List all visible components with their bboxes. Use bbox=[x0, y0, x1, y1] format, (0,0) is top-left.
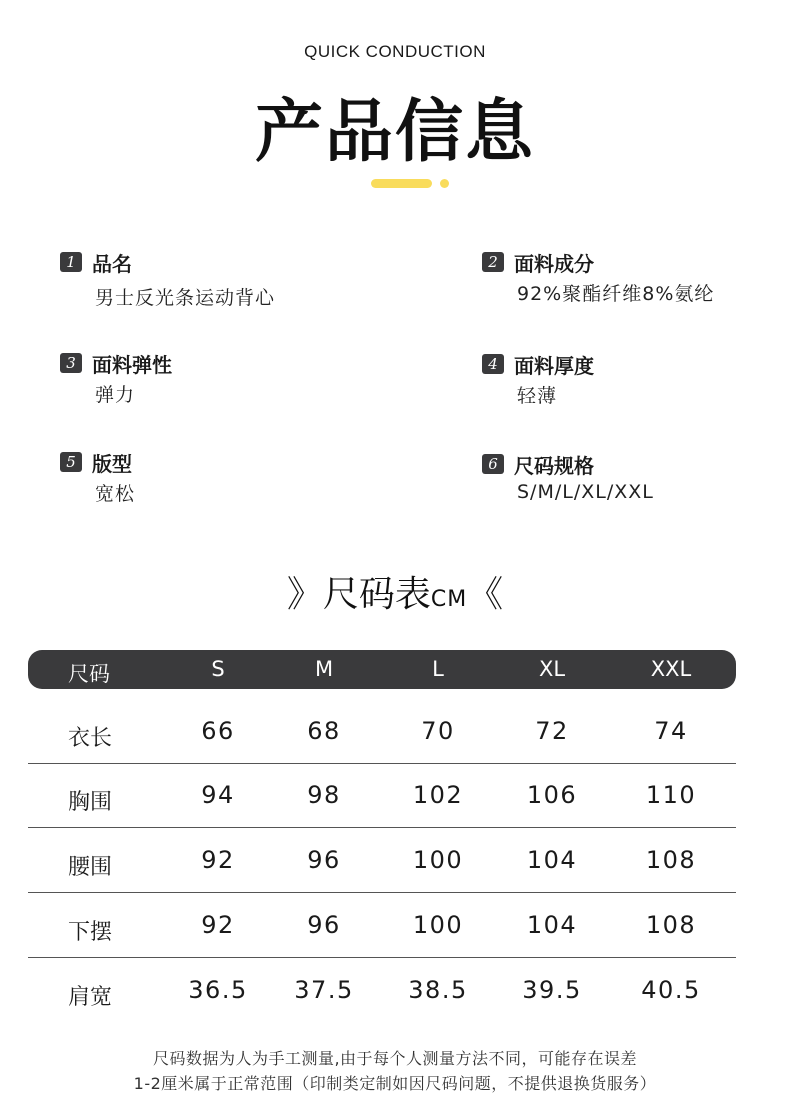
table-cell: 39.5 bbox=[522, 976, 582, 1004]
spec-value: 弹力 bbox=[95, 384, 136, 406]
spec-item-4 bbox=[482, 351, 594, 408]
size-chart-unit: CM bbox=[430, 587, 468, 612]
spec-value: 宽松 bbox=[95, 483, 136, 505]
table-cell: 96 bbox=[307, 846, 341, 874]
decor-bar-dot bbox=[440, 179, 449, 188]
number-badge: 3 bbox=[60, 353, 82, 373]
table-cell: 102 bbox=[412, 781, 464, 809]
size-chart-title bbox=[0, 566, 790, 617]
spec-label: 版型 bbox=[92, 451, 132, 476]
table-cell: 100 bbox=[412, 911, 464, 939]
number-badge: 6 bbox=[482, 454, 504, 474]
table-cell: 96 bbox=[307, 911, 341, 939]
size-table-header bbox=[28, 650, 736, 689]
table-cell: 72 bbox=[535, 717, 569, 745]
number-badge: 4 bbox=[482, 354, 504, 374]
header-label: 尺码 bbox=[68, 662, 110, 686]
table-cell: 36.5 bbox=[188, 976, 248, 1004]
row-label: 衣长 bbox=[68, 726, 113, 751]
measurement-note: 尺码数据为人为手工测量,由于每个人测量方法不同，可能存在误差 bbox=[152, 1049, 638, 1068]
table-cell: 70 bbox=[421, 717, 455, 745]
spec-value: 92%聚酯纤维8%氨纶 bbox=[517, 283, 715, 305]
spec-value: S/M/L/XL/XXL bbox=[517, 481, 654, 503]
measurement-note-2: 1-2厘米属于正常范围（印制类定制如因尺码问题，不提供退换货服务） bbox=[133, 1074, 657, 1093]
table-cell: 98 bbox=[307, 781, 341, 809]
size-chart-title-text: 》尺码表 bbox=[286, 574, 431, 615]
table-cell: 40.5 bbox=[641, 976, 701, 1004]
spec-item-5 bbox=[60, 449, 135, 506]
spec-label: 尺码规格 bbox=[514, 453, 594, 478]
table-row bbox=[28, 763, 736, 828]
table-cell: 94 bbox=[201, 781, 235, 809]
table-row bbox=[28, 699, 736, 764]
spec-value: 轻薄 bbox=[517, 385, 558, 407]
table-cell: 100 bbox=[412, 846, 464, 874]
row-label: 下摆 bbox=[68, 920, 113, 945]
table-cell: 108 bbox=[645, 846, 697, 874]
table-cell: 37.5 bbox=[294, 976, 354, 1004]
table-row bbox=[28, 958, 736, 1023]
spec-item-1 bbox=[60, 249, 275, 310]
page-title: 产品信息 bbox=[254, 93, 535, 172]
eyebrow-text: QUICK CONDUCTION bbox=[304, 42, 486, 61]
table-cell: 106 bbox=[526, 781, 578, 809]
table-row bbox=[28, 828, 736, 893]
number-badge: 5 bbox=[60, 452, 82, 472]
header-size: L bbox=[432, 657, 444, 681]
header-size: M bbox=[314, 657, 334, 681]
row-label: 胸围 bbox=[68, 790, 113, 815]
table-cell: 92 bbox=[201, 846, 235, 874]
table-cell: 108 bbox=[645, 911, 697, 939]
spec-label: 面料厚度 bbox=[514, 353, 594, 378]
spec-item-6 bbox=[482, 451, 654, 503]
spec-value: 男士反光条运动背心 bbox=[95, 287, 276, 309]
header-size: XL bbox=[538, 657, 566, 681]
spec-label: 面料弹性 bbox=[92, 352, 172, 377]
header-size: XXL bbox=[650, 657, 692, 681]
spec-label: 品名 bbox=[92, 251, 132, 276]
row-label: 腰围 bbox=[68, 855, 113, 880]
table-row bbox=[28, 893, 736, 958]
table-cell: 104 bbox=[526, 911, 578, 939]
header-size: S bbox=[211, 657, 225, 681]
table-cell: 104 bbox=[526, 846, 578, 874]
table-cell: 66 bbox=[201, 717, 235, 745]
decor-bar-long bbox=[371, 179, 432, 188]
spec-label: 面料成分 bbox=[514, 251, 594, 276]
number-badge: 2 bbox=[482, 252, 504, 272]
table-cell: 110 bbox=[645, 781, 697, 809]
table-cell: 92 bbox=[201, 911, 235, 939]
table-cell: 74 bbox=[654, 717, 688, 745]
number-badge: 1 bbox=[60, 252, 82, 272]
spec-item-2 bbox=[482, 249, 714, 306]
table-cell: 68 bbox=[307, 717, 341, 745]
size-chart-title-close: 《 bbox=[467, 574, 504, 615]
spec-item-3 bbox=[60, 350, 172, 407]
row-label: 肩宽 bbox=[68, 985, 113, 1010]
table-cell: 38.5 bbox=[408, 976, 468, 1004]
